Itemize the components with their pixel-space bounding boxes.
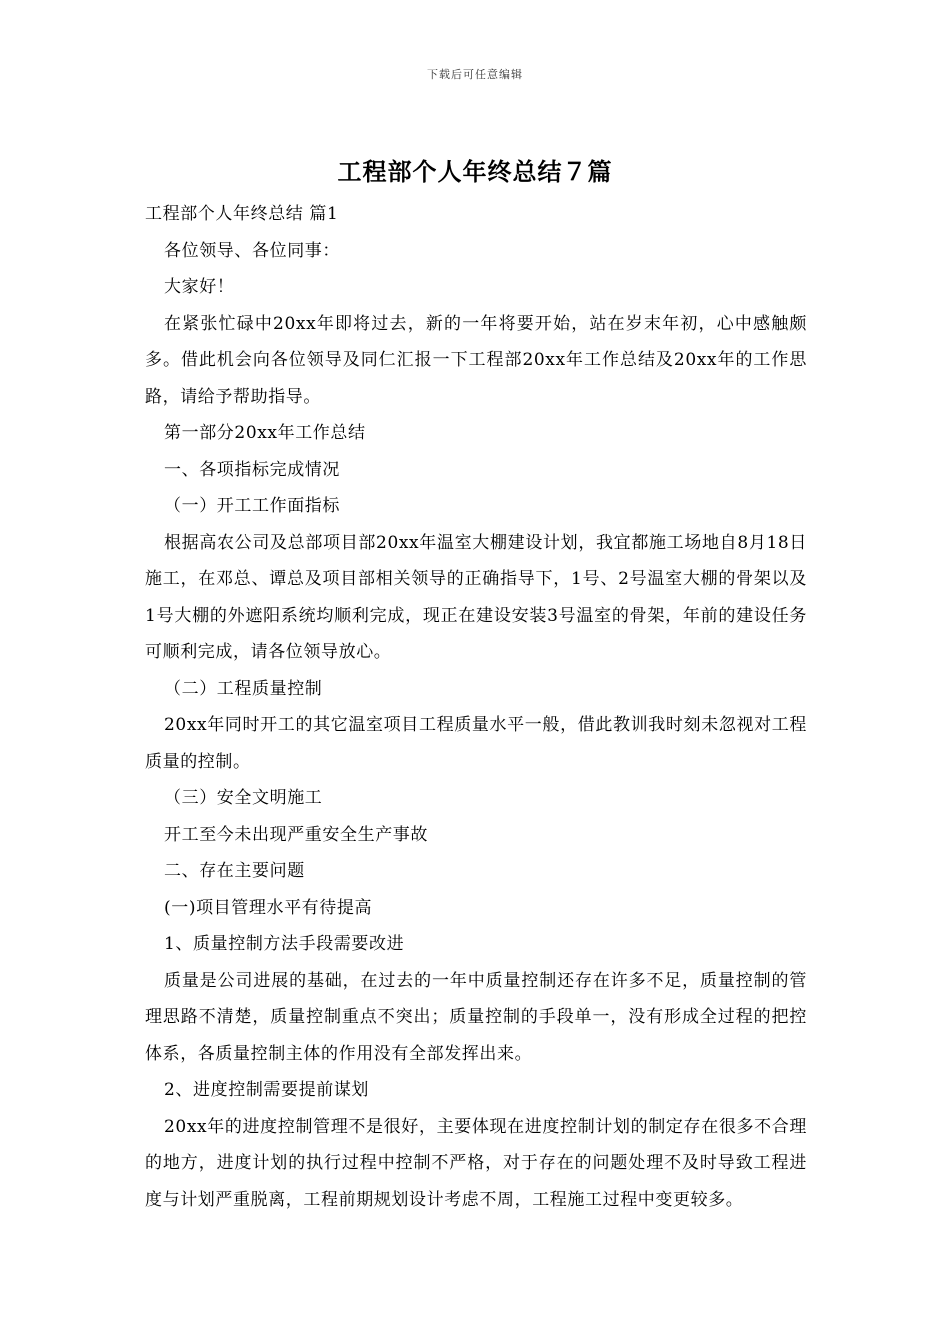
subheading: 1、质量控制方法手段需要改进 bbox=[164, 934, 405, 954]
document-title: 工程部个人年终总结７篇 bbox=[337, 157, 613, 186]
part-heading: 第一部分20xx年工作总结 bbox=[164, 423, 366, 443]
subheading: （二）工程质量控制 bbox=[164, 678, 323, 699]
header-note: 下载后可任意编辑 bbox=[427, 68, 523, 81]
subheading: 2、进度控制需要提前谋划 bbox=[164, 1080, 370, 1100]
paragraph: 20xx年的进度控制管理不是很好，主要体现在进度控制计划的制定存在很多不合理的地方，进度计划的执行过程中控制不严格，对于存在的问题处理不及时导致工程进度与计划严重脱离，工程前期规划设计考虑不周，工程施工过程中变更较多。 bbox=[145, 1116, 807, 1210]
greeting: 大家好！ bbox=[164, 277, 235, 297]
paragraph: 20xx年同时开工的其它温室项目工程质量水平一般，借此教训我时刻未忽视对工程质量的控制。 bbox=[145, 715, 807, 772]
subheading: （三）安全文明施工 bbox=[164, 788, 323, 808]
subheading: （一）开工工作面指标 bbox=[164, 496, 340, 516]
paragraph: 质量是公司进展的基础，在过去的一年中质量控制还存在许多不足，质量控制的管理思路不清楚，质量控制重点不突出；质量控制的手段单一，没有形成全过程的把控体系，各质量控制主体的作用没有全部发挥出来。 bbox=[145, 970, 807, 1064]
section-heading: 工程部个人年终总结 篇1 bbox=[145, 204, 339, 224]
subheading: (一)项目管理水平有待提高 bbox=[164, 897, 373, 918]
paragraph: 开工至今未出现严重安全生产事故 bbox=[164, 824, 428, 845]
subheading: 二、存在主要问题 bbox=[164, 861, 305, 881]
paragraph: 根据高农公司及总部项目部20xx年温室大棚建设计划，我宜都施工场地自8月18日施工，在邓总、谭总及项目部相关领导的正确指导下，1号、2号温室大棚的骨架以及1号大棚的外遮阳系统均顺利完成，现正在建设安装3号温室的骨架，年前的建设任务可顺利完成，请各位领导放心。 bbox=[145, 532, 807, 662]
subheading: 一、各项指标完成情况 bbox=[164, 459, 340, 480]
salutation: 各位领导、各位同事： bbox=[164, 240, 340, 261]
paragraph: 在紧张忙碌中20xx年即将过去，新的一年将要开始，站在岁末年初，心中感触颇多。借此机会向各位领导及同仁汇报一下工程部20xx年工作总结及20xx年的工作思路，请给予帮助指导。 bbox=[145, 313, 807, 407]
document-body bbox=[145, 196, 807, 1218]
